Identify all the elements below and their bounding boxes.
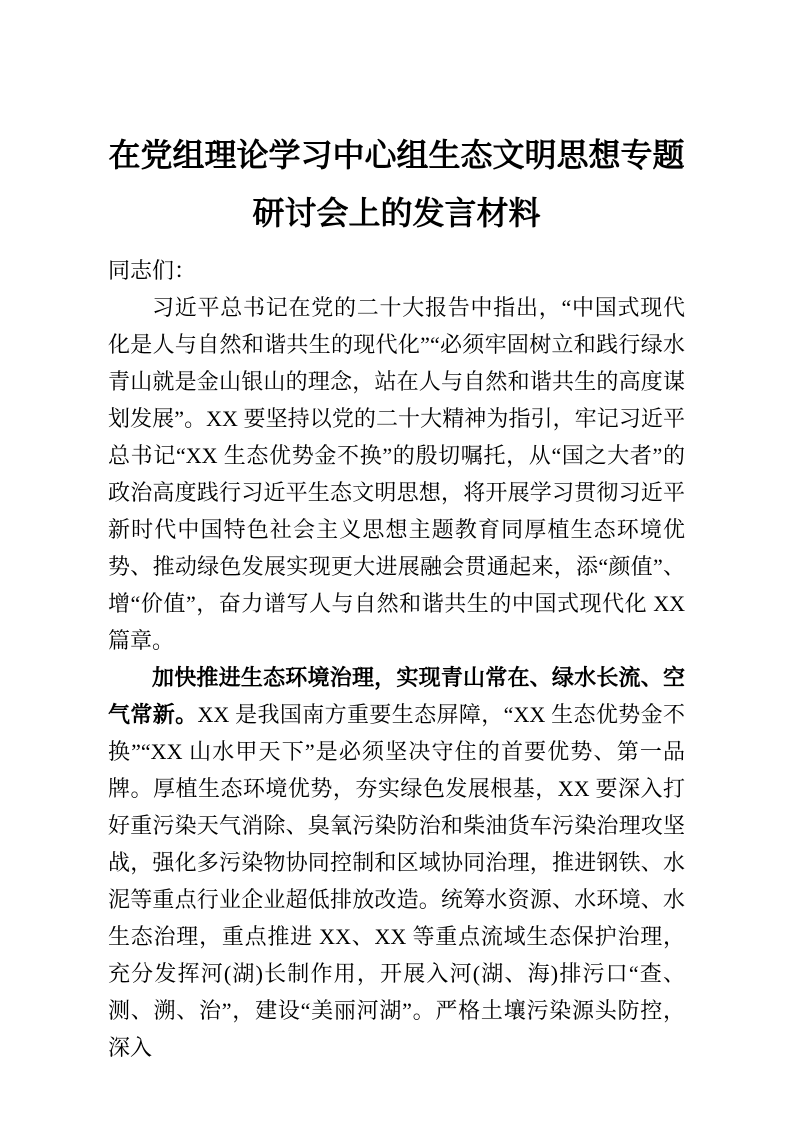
paragraph-1-text: 习近平总书记在党的二十大报告中指出，“中国式现代化是人与自然和谐共生的现代化”“必须牢固树立和践行绿水青山就是金山银山的理念，站在人与自然和谐共生的高度谋划发展”。XX 要坚持以党的二十大精神为指引，牢记习近平总书记“XX 生态优势金不换”的殷切嘱托，从“国之大者”的政治高度践行习近平生态文明思想，将开展学习贯彻习近平新时代中国特色社会主义思想主题教育同厚植生态环境优势、推动绿色发展实现更大进展融会贯通起来，添“颜值”、增“价值”，奋力谱写人与自然和谐共生的中国式现代化 XX 篇章。: [108, 295, 685, 653]
paragraph-2-text: XX 是我国南方重要生态屏障，“XX 生态优势金不换”“XX 山水甲天下”是必须坚决守住的首要优势、第一品牌。厚植生态环境优势，夯实绿色发展根基，XX 要深入打好重污染天气消除、臭氧污染防治和柴油货车污染治理攻坚战，强化多污染物协同控制和区域协同治理，推进钢铁、水泥等重点行业企业超低排放改造。统筹水资源、水环境、水生态治理，重点推进 XX、XX 等重点流域生态保护治理，充分发挥河(湖)长制作用，开展入河(湖、海)排污口“查、测、溯、治”，建设“美丽河湖”。严格土壤污染源头防控，深入: [108, 702, 685, 1060]
paragraph-2-bold-lead: 加快推进生态环境治理，实现青山常在、绿水长流、空气常新。: [108, 665, 685, 727]
paragraph-1: [108, 289, 685, 659]
document-title: 在党组理论学习中心组生态文明思想专题研讨会上的发言材料: [108, 137, 685, 231]
salutation: 同志们：: [108, 258, 197, 283]
paragraph-2: [108, 659, 685, 1066]
